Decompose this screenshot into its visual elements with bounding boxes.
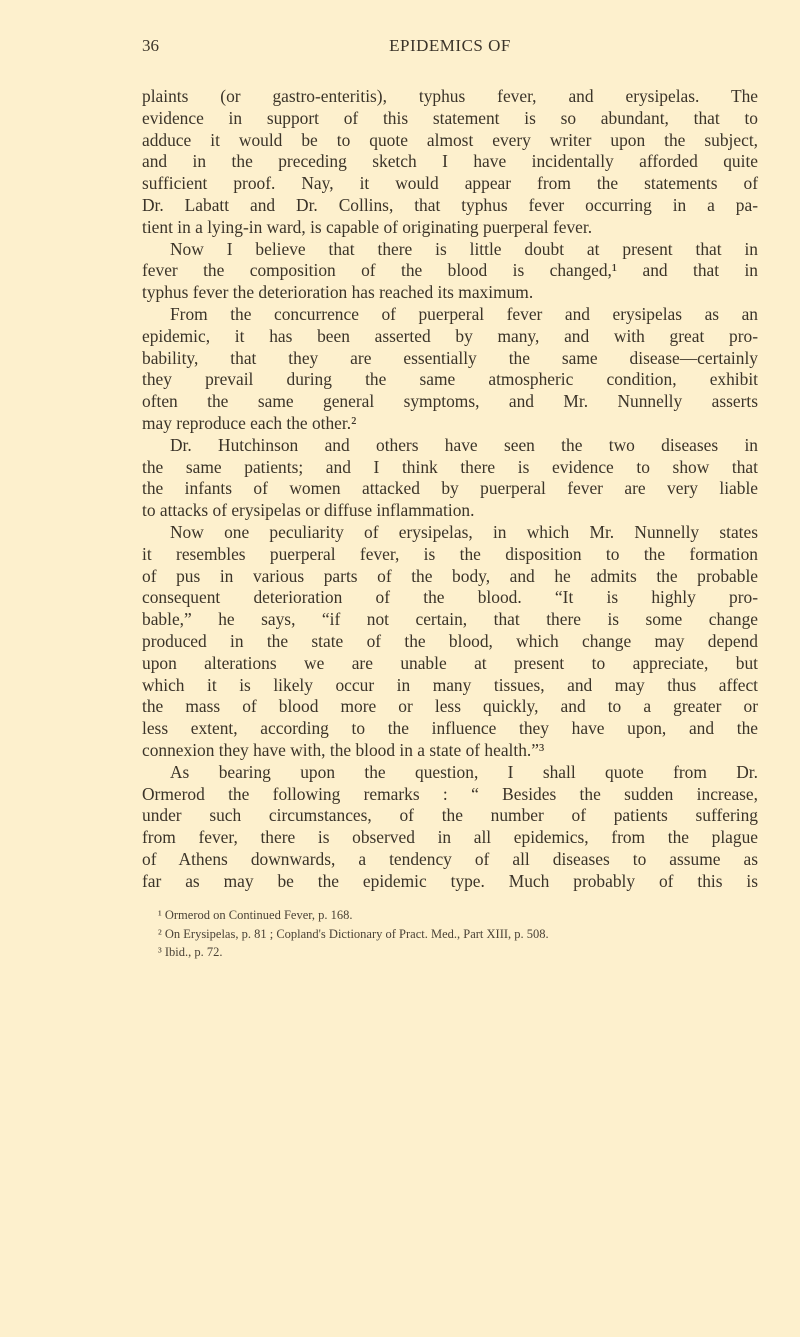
footnotes [158,906,758,962]
text-line: plaints (or gastro-enteritis), typhus fever, and erysipelas. The [142,86,758,106]
text-line: produced in the state of the blood, which change may depend [142,630,758,651]
text-line: connexion they have with, the blood in a state of health.”³ [142,739,545,760]
text-line: bability, that they are essentially the same disease—certainly [142,347,758,368]
text-line: Now one peculiarity of erysipelas, in which Mr. Nunnelly states [170,521,758,542]
text-line: may reproduce each the other.² [142,412,357,433]
text-line: often the same general symptoms, and Mr. Nunnelly asserts [142,391,758,412]
text-line: evidence in support of this statement is so abundant, that to [142,107,758,128]
text-line: typhus fever the deterioration has reached its maximum. [142,282,534,303]
paragraph [142,522,758,762]
text-line: sufficient proof. Nay, it would appear from the statements of [142,173,758,194]
text-line: Dr. Hutchinson and others have seen the two diseases in [170,434,758,455]
running-title: EPIDEMICS OF [389,36,511,55]
text-line: to attacks of erysipelas or diffuse inflammation. [142,500,475,521]
text-line: Dr. Labatt and Dr. Collins, that typhus fever occurring in a pa- [142,194,758,215]
text-line: Ormerod the following remarks : “ Besides the sudden increase, [142,783,758,804]
text-line: of Athens downwards, a tendency of all diseases to assume as [142,848,758,869]
paragraph [142,435,758,522]
footnote: ² On Erysipelas, p. 81 ; Copland's Dictionary of Pract. Med., Part XIII, p. 508. [158,926,549,941]
paragraph [142,239,758,304]
text-line: tient in a lying-in ward, is capable of originating puerperal fever. [142,216,593,237]
paragraph [142,304,758,435]
body-text [142,86,758,892]
text-line: epidemic, it has been asserted by many, and with great pro- [142,325,758,346]
text-line: From the concurrence of puerperal fever and erysipelas as an [170,303,758,324]
page-number: 36 [142,36,159,55]
text-line: the mass of blood more or less quickly, and to a greater or [142,696,758,717]
text-line: it resembles puerperal fever, is the disposition to the formation [142,543,758,564]
text-line: Now I believe that there is little doubt at present that in [170,238,758,259]
text-line: they prevail during the same atmospheric condition, exhibit [142,369,758,390]
text-line: upon alterations we are unable at present to appreciate, but [142,652,758,673]
running-header [142,36,758,58]
paragraph [142,762,758,893]
text-line: which it is likely occur in many tissues, and may thus affect [142,674,758,695]
paragraph [142,86,758,239]
text-line: less extent, according to the influence they have upon, and the [142,718,758,739]
text-line: of pus in various parts of the body, and he admits the probable [142,565,758,586]
text-line: adduce it would be to quote almost every writer upon the subject, [142,129,758,150]
text-line: consequent deterioration of the blood. “It is highly pro- [142,587,758,608]
text-line: fever the composition of the blood is changed,¹ and that in [142,260,758,281]
text-line: the same patients; and I think there is evidence to show that [142,456,758,477]
text-line: and in the preceding sketch I have incidentally afforded quite [142,151,758,172]
footnote: ¹ Ormerod on Continued Fever, p. 168. [158,908,353,922]
text-line: bable,” he says, “if not certain, that there is some change [142,609,758,630]
text-line: far as may be the epidemic type. Much probably of this is [142,870,758,891]
text-line: under such circumstances, of the number of patients suffering [142,805,758,826]
text-line: the infants of women attacked by puerperal fever are very liable [142,478,758,499]
text-line: from fever, there is observed in all epidemics, from the plague [142,827,758,848]
text-line: As bearing upon the question, I shall quote from Dr. [170,761,758,782]
footnote: ³ Ibid., p. 72. [158,945,223,959]
